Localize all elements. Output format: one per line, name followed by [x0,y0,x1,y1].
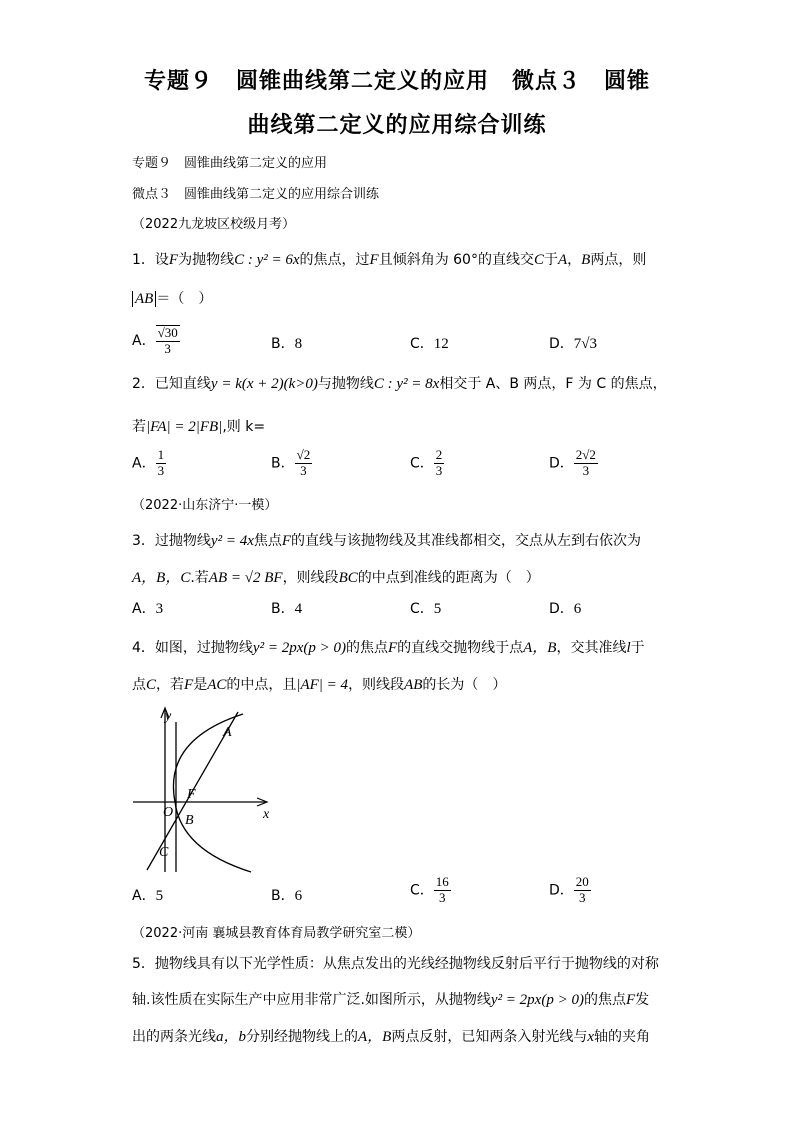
parabola-figure [125,700,285,880]
parabola-curve [173,714,251,872]
question-5-line3: 出的两条光线a，b分别经抛物线上的A，B两点反射，已知两条入射光线与x轴的夹角 [132,1029,651,1045]
question-5-line1: 5．抛物线具有以下光学性质：从焦点发出的光线经抛物线反射后平行于抛物线的对称 [132,956,659,972]
label-F: F [187,787,196,802]
question-3-line1: 3．过抛物线y² = 4x焦点F的直线与该抛物线及其准线都相交，交点从左到右依次为 [132,533,642,549]
q2-option-d: D． $\frac{2√2}{3}$ [549,447,596,478]
question-4-line1: 4．如图，过抛物线y² = 2px(p > 0)的焦点F的直线交抛物线于点A，B，交其准线l于 [132,640,645,656]
q1-option-b: B．8 [271,336,303,352]
label-A: A [223,725,232,740]
q4-option-b: B．6 [271,888,303,904]
q1-option-d: D．7√3 [549,336,598,352]
question-3-line2: A，B，C.若AB = √2 BF，则线段BC的中点到准线的距离为（ ） [132,570,540,586]
q3-option-b: B．4 [271,601,303,617]
source-note-2: （2022·山东济宁·一模） [132,498,278,513]
question-1-line1: 1．设F为抛物线C : y² = 6x的焦点，过F且倾斜角为 60°的直线交C于A，B两点，则 [132,252,647,268]
question-2-line2: 若|FA| = 2|FB|,则 k= [132,419,266,435]
q2-option-c: C． $\frac{2}{3}$ [410,447,443,478]
question-5-line2: 轴.该性质在实际生产中应用非常广泛.如图所示，从抛物线y² = 2px(p > 0)的焦点F发 [132,992,650,1008]
q3-option-c: C．5 [410,601,442,617]
source-note-3: （2022·河南 襄城县教育体育局教学研究室二模） [132,926,421,941]
subtitle-topic: 专题９ 圆锥曲线第二定义的应用 [132,156,328,171]
q2-option-a: A． $\frac{1}{3}$ [132,447,165,478]
source-note-1: （2022九龙坡区校级月考） [132,217,296,232]
q3-option-d: D．6 [549,601,582,617]
q1-option-c: C．12 [410,336,449,352]
question-1-line2: AB ＝（ ） [132,288,212,308]
label-C: C [159,845,169,860]
page-title-line1: 专题９ 圆锥曲线第二定义的应用 微点３ 圆锥 [143,69,650,94]
label-y: y [165,709,172,724]
subtitle-point: 微点３ 圆锥曲线第二定义的应用综合训练 [132,187,380,202]
q3-option-a: A．3 [132,601,164,617]
label-O: O [163,805,174,820]
q2-option-b: B． $\frac{√2}{3}$ [271,447,311,478]
page-title-line2: 曲线第二定义的应用综合训练 [247,113,547,138]
q4-option-a: A．5 [132,888,164,904]
label-B: B [185,813,194,828]
q1-option-a: A． $\frac{√30}{3}$ [132,325,178,356]
question-4-line2: 点C，若F是AC的中点，且|AF| = 4，则线段AB的长为（ ） [132,677,507,693]
q4-option-d: D． $\frac{20}{3}$ [549,874,589,905]
question-2-line1: 2．已知直线y = k(x + 2)(k>0)与抛物线C : y² = 8x相交于 A、B 两点，F 为 C 的焦点， [132,376,667,392]
label-x: x [263,807,270,822]
q4-option-c: C． $\frac{16}{3}$ [410,874,449,905]
